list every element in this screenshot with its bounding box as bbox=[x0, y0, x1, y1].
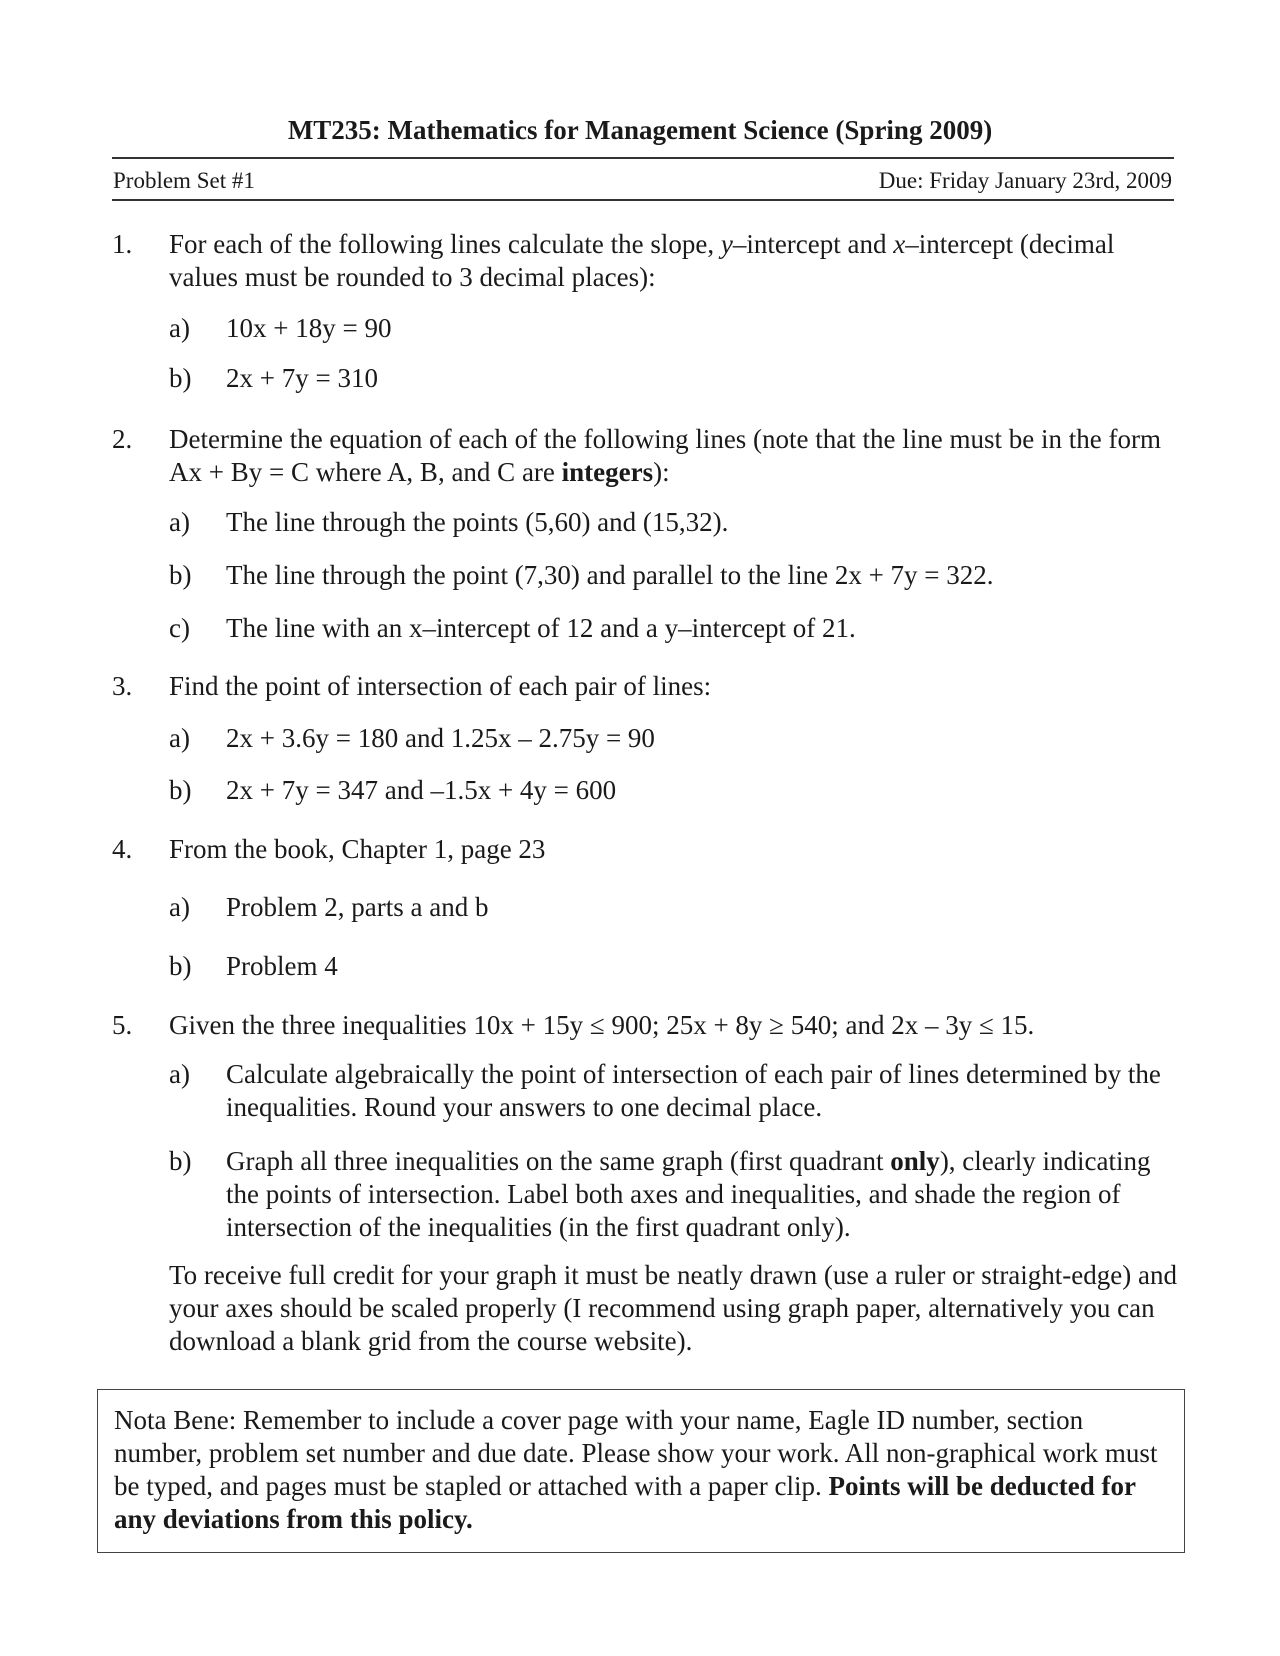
part-label: b) bbox=[169, 560, 192, 590]
part-label: a) bbox=[169, 892, 190, 922]
part-text: Graph all three inequalities on the same graph (first quadrant only), clearly indicating the points of intersection. Label both axes and inequalities, and shade the region of intersection of the inequalities (in the first quadrant only). bbox=[226, 1146, 1151, 1242]
part-text: Problem 4 bbox=[226, 951, 338, 981]
header-rule-top bbox=[112, 157, 1174, 159]
question-number: 3. bbox=[112, 671, 133, 701]
question-number: 4. bbox=[112, 834, 133, 864]
part-label: b) bbox=[169, 951, 192, 981]
part-text: Problem 2, parts a and b bbox=[226, 892, 489, 922]
part-text: Calculate algebraically the point of intersection of each pair of lines determined by the inequalities. Round your answers to one decimal place. bbox=[226, 1059, 1161, 1122]
question-text: Determine the equation of each of the following lines (note that the line must be in the form Ax + By = C where A, B, and C are integers): bbox=[169, 424, 1161, 487]
question-text: Find the point of intersection of each pair of lines: bbox=[169, 671, 712, 701]
part-label: a) bbox=[169, 1059, 190, 1089]
question-text: From the book, Chapter 1, page 23 bbox=[169, 834, 546, 864]
part-label: a) bbox=[169, 723, 190, 753]
part-label: a) bbox=[169, 313, 190, 343]
part-text: 2x + 7y = 310 bbox=[226, 363, 378, 393]
part-text: The line through the points (5,60) and (15,32). bbox=[226, 507, 729, 537]
part-text: 2x + 3.6y = 180 and 1.25x – 2.75y = 90 bbox=[226, 723, 655, 753]
problem-set-label: Problem Set #1 bbox=[113, 168, 255, 193]
part-label: c) bbox=[169, 613, 190, 643]
nota-bene-box bbox=[97, 1389, 1185, 1553]
question-number: 1. bbox=[112, 229, 133, 259]
question-text: For each of the following lines calculate the slope, y–intercept and x–intercept (decimal values must be rounded to 3 decimal places): bbox=[169, 229, 1115, 292]
part-text: 10x + 18y = 90 bbox=[226, 313, 392, 343]
due-date: Due: Friday January 23rd, 2009 bbox=[878, 168, 1172, 193]
part-label: b) bbox=[169, 775, 192, 805]
nota-bene-text: Nota Bene: Remember to include a cover page with your name, Eagle ID number, section number, problem set number and due date. Please show your work. All non-graphical work must be typed, and pages must be stapled or attached with a paper clip. Points will be deducted for any deviations from this policy. bbox=[114, 1405, 1158, 1534]
graph-instructions: To receive full credit for your graph it must be neatly drawn (use a ruler or straight-edge) and your axes should be scaled properly (I recommend using graph paper, alternatively you can download a blank grid from the course website). bbox=[169, 1260, 1177, 1356]
part-text: The line through the point (7,30) and parallel to the line 2x + 7y = 322. bbox=[226, 560, 994, 590]
part-label: b) bbox=[169, 363, 192, 393]
part-text: 2x + 7y = 347 and –1.5x + 4y = 600 bbox=[226, 775, 617, 805]
question-number: 2. bbox=[112, 424, 133, 454]
part-text: The line with an x–intercept of 12 and a y–intercept of 21. bbox=[226, 613, 856, 643]
page-title: MT235: Mathematics for Management Science (Spring 2009) bbox=[287, 115, 993, 145]
part-label: a) bbox=[169, 507, 190, 537]
question-number: 5. bbox=[112, 1010, 133, 1040]
part-label: b) bbox=[169, 1146, 192, 1176]
header-rule-bottom bbox=[112, 199, 1174, 201]
question-text: Given the three inequalities 10x + 15y ≤ 900; 25x + 8y ≥ 540; and 2x – 3y ≤ 15. bbox=[169, 1010, 1035, 1040]
